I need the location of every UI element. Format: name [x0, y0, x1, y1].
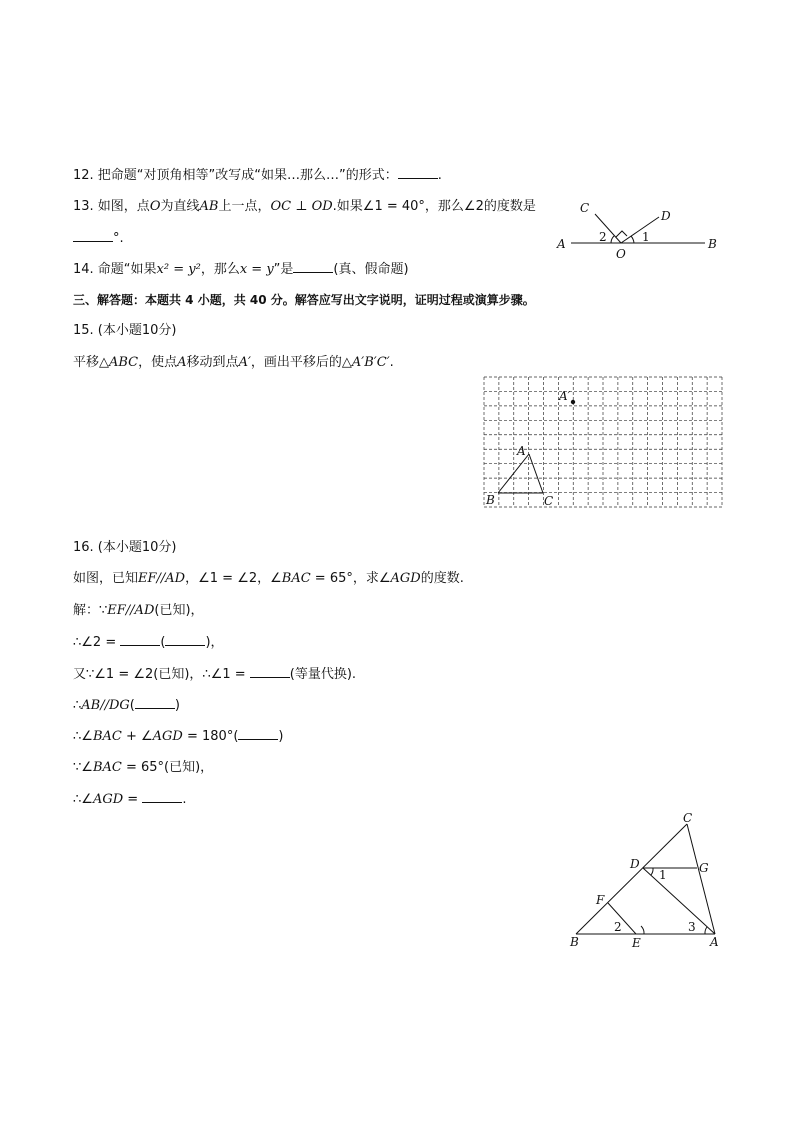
q14-answer-blank[interactable] — [293, 260, 333, 273]
label-o: O — [616, 247, 626, 261]
ray-od — [621, 217, 659, 243]
q15-grid-figure[interactable] — [484, 377, 722, 507]
angle-1-arc — [631, 236, 634, 243]
s7a: ∴∠ — [73, 792, 93, 807]
label-angle-3: 3 — [688, 920, 696, 934]
s1b: EF//AD — [107, 603, 155, 618]
q16-step-4 — [73, 696, 180, 715]
q13-point-o: O — [149, 199, 161, 214]
label-grid-c: C — [544, 494, 554, 508]
s5c: + ∠ — [121, 729, 153, 744]
s1c: (已知)， — [154, 603, 204, 618]
q13-line-ab: AB — [199, 199, 219, 214]
s2a: ∴∠2 = — [73, 635, 121, 650]
angle-2-arc — [641, 926, 644, 934]
q12-end: . — [437, 168, 442, 183]
label-grid-b: B — [486, 493, 495, 507]
s4d: ) — [174, 698, 180, 713]
grid-lines — [484, 377, 722, 507]
s1a: 解：∵ — [73, 603, 108, 618]
q12-line — [73, 166, 442, 185]
s4b: AB//DG — [81, 698, 130, 713]
q16-bac: BAC — [281, 571, 311, 586]
q16-blank-2[interactable] — [165, 633, 205, 646]
s3a: 又∵∠1 = ∠2(已知)，∴∠1 = — [73, 667, 250, 682]
label-angle-1: 1 — [642, 230, 650, 244]
section-3-heading: 三、解答题：本题共 4 小题，共 40 分。解答应写出文字说明，证明过程或演算步骤。 — [73, 293, 535, 307]
q15-p5: . — [389, 355, 394, 370]
right-angle-mark — [616, 231, 627, 237]
segment-ca — [687, 824, 715, 934]
q13-answer-line — [73, 229, 124, 248]
q13-prefix: 13. 如图，点 — [73, 199, 150, 214]
segment-bc — [576, 824, 687, 934]
label-c: C — [683, 811, 693, 825]
q14-prefix: 14. 命题“如果 — [73, 262, 157, 277]
s4a: ∴ — [73, 698, 82, 713]
q13-mid3: .如果∠1 = 40°，那么∠2的度数是 — [332, 199, 536, 214]
q16-step-2 — [73, 633, 224, 652]
triangle-side-ac — [529, 454, 543, 493]
s3b: (等量代换). — [289, 667, 357, 682]
s5e: = 180°( — [182, 729, 239, 744]
angle-2-arc — [611, 236, 614, 243]
q15-p3: 移动到点 — [186, 355, 239, 370]
angle-3-arc — [705, 927, 707, 934]
s5b: BAC — [92, 729, 122, 744]
q13-mid2: 上一点， — [218, 199, 271, 214]
q16-p3: = 65°，求∠ — [310, 571, 391, 586]
s4c: ( — [129, 698, 135, 713]
q16-step-5 — [73, 727, 283, 746]
q15-header: 15. (本小题10分) — [73, 323, 177, 338]
label-a: A — [710, 935, 719, 949]
q16-p1: 如图，已知 — [73, 571, 139, 586]
q13-condition: OC ⊥ OD — [270, 199, 333, 214]
label-a: A — [557, 237, 566, 251]
q14-tail: (真、假命题) — [333, 262, 409, 277]
q15-p1: 平移△ — [73, 355, 109, 370]
s2b: ( — [160, 635, 166, 650]
q14-condition: x² = y² — [156, 262, 201, 277]
q16-prompt — [73, 570, 464, 588]
q16-header: 16. (本小题10分) — [73, 540, 177, 555]
angle-1-arc — [651, 868, 653, 875]
label-f: F — [596, 893, 605, 907]
q15-a-prime: A′ — [238, 355, 251, 370]
segment-da — [643, 868, 715, 934]
label-grid-a: A — [517, 444, 526, 458]
q16-p4: 的度数. — [420, 571, 464, 586]
q12-text: 12. 把命题“对顶角相等”改写成“如果…那么…”的形式： — [73, 168, 398, 183]
label-d: D — [630, 857, 640, 871]
q13-mid1: 为直线 — [160, 199, 200, 214]
q13-line — [73, 198, 536, 216]
s5f: ) — [278, 729, 284, 744]
q16-blank-5[interactable] — [238, 727, 278, 740]
s7c: = — [123, 792, 143, 807]
q14-suffix: ”是 — [273, 262, 294, 277]
q14-conclusion: x = y — [239, 262, 274, 277]
label-angle-2: 2 — [599, 230, 607, 244]
q16-step-1 — [73, 602, 204, 620]
q16-blank-6[interactable] — [142, 790, 182, 803]
q15-a: A — [177, 355, 187, 370]
q16-step-6 — [73, 759, 213, 777]
s6b: BAC — [92, 760, 122, 775]
label-b: B — [708, 237, 717, 251]
q14-mid: ，那么 — [200, 262, 240, 277]
s7b: AGD — [92, 792, 124, 807]
label-e: E — [632, 936, 641, 950]
s6c: = 65°(已知)， — [121, 760, 214, 775]
q13-unit: °. — [113, 231, 124, 246]
q12-answer-blank[interactable] — [398, 166, 438, 179]
s5d: AGD — [152, 729, 183, 744]
label-b: B — [570, 935, 579, 949]
q16-blank-3[interactable] — [250, 665, 290, 678]
q15-abc-prime: A′B′C′ — [351, 355, 390, 370]
q13-answer-blank[interactable] — [73, 229, 113, 242]
label-d: D — [661, 209, 671, 223]
q16-blank-1[interactable] — [120, 633, 160, 646]
q16-figure — [566, 812, 728, 954]
s6a: ∵∠ — [73, 760, 93, 775]
q15-p4: ，画出平移后的△ — [250, 355, 352, 370]
label-angle-2: 2 — [614, 920, 622, 934]
point-a-prime[interactable] — [571, 400, 575, 404]
q16-step-3 — [73, 665, 356, 684]
q16-blank-4[interactable] — [135, 696, 175, 709]
q16-step-7 — [73, 790, 186, 809]
label-c: C — [580, 201, 590, 215]
q15-abc: ABC — [109, 355, 139, 370]
s5a: ∴∠ — [73, 729, 93, 744]
q13-figure — [555, 200, 725, 262]
q16-p2: ，∠1 = ∠2，∠ — [185, 571, 282, 586]
label-g: G — [699, 861, 709, 875]
segment-fe — [608, 903, 636, 934]
q15-prompt — [73, 354, 394, 372]
label-angle-1: 1 — [659, 868, 667, 882]
q16-ef-ad: EF//AD — [138, 571, 186, 586]
q15-p2: ，使点 — [138, 355, 178, 370]
s2c: )， — [205, 635, 224, 650]
s7d: . — [182, 792, 187, 807]
label-a-prime: A′ — [559, 389, 571, 403]
q16-agd: AGD — [390, 571, 421, 586]
q14-line — [73, 260, 409, 279]
